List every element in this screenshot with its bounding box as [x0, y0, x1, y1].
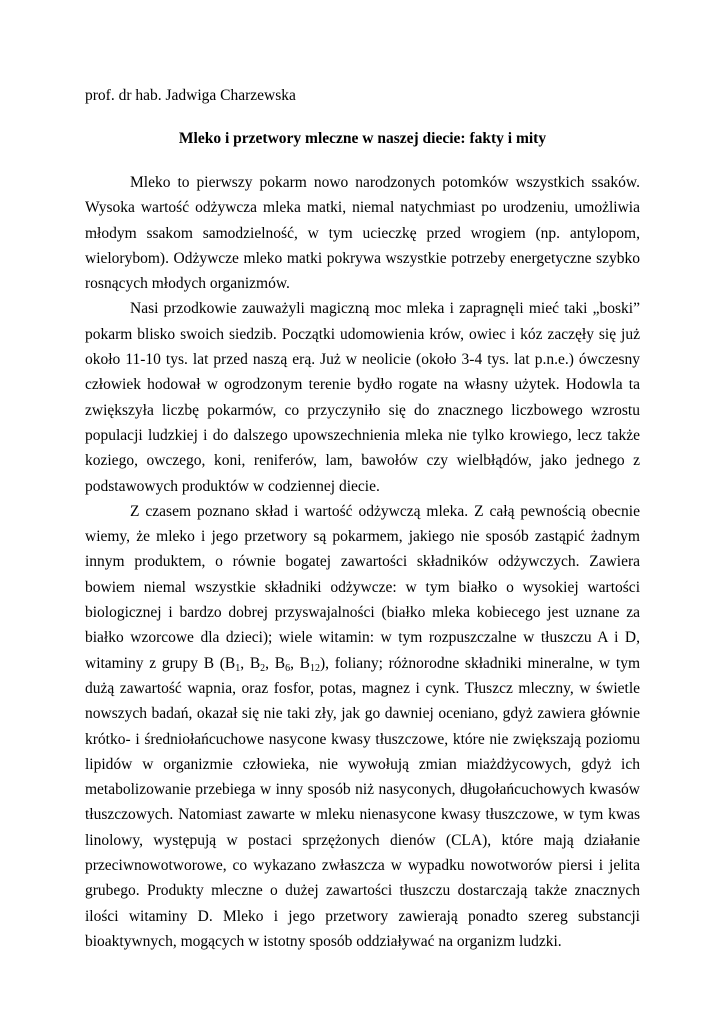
author-line: prof. dr hab. Jadwiga Charzewska: [85, 87, 296, 104]
paragraph-3: [85, 499, 640, 954]
paragraph-2: Nasi przodkowie zauważyli magiczną moc mleka i zapragnęli mieć taki „boski” pokarm blisko swoich siedzib. Początki udomowienia krów, owiec i kóz zaczęły się już około 11-10 tys. lat przed naszą erą. Już w neolicie (około 3-4 tys. lat p.n.e.) ówczesny człowiek hodował w ogrodzonym terenie bydło rogate na własny użytek. Hodowla ta zwiększyła liczbę pokarmów, co przyczyniło się do znacznego liczbowego wzrostu populacji ludzkiej i do dalszego upowszechnienia mleka nie tylko krowiego, lecz także koziego, owczego, koni, reniferów, lam, bawołów czy wielbłądów, jako jednego z podstawowych produktów w codziennej diecie.: [85, 300, 640, 495]
document-body: [85, 170, 640, 954]
paragraph-1: Mleko to pierwszy pokarm nowo narodzonych potomków wszystkich ssaków. Wysoka wartość odżywcza mleka matki, niemal natychmiast po urodzeniu, umożliwia młodym ssakom samodzielność, w tym ucieczkę przed wrogiem (np. antylopom, wielorybom). Odżywcze mleko matki pokrywa wszystkie potrzeby energetyczne szybko rosnących młodych organizmów.: [85, 174, 640, 293]
vitamin-b12: $B_{12}$: [299, 654, 320, 674]
vitamin-b1: $B_1$,: [224, 654, 250, 674]
document-title: Mleko i przetwory mleczne w naszej diecie: fakty i mity: [178, 130, 547, 147]
vitamin-b6: $B_6$,: [274, 654, 300, 674]
paragraph-3-text-end: ), foliany; różnorodne składniki mineralne, w tym dużą zawartość wapnia, oraz fosfor, potas, magnez i cynk. Tłuszcz mleczny, w świetle nowszych badań, okazał się nie taki zły, jak go dawniej oceniano, gdyż zawiera głównie krótko- i średniołańcuchowe nasycone kwasy tłuszczowe, które nie zwiększają poziomu lipidów w organizmie człowieka, nie wywołują zmian miażdżycowych, gdyż ich metabolizowanie przebiega w inny sposób niż nasyconych, długołańcuchowych kwasów tłuszczowych. Natomiast zawarte w mleku nienasycone kwasy tłuszczowe, w tym kwas linolowy, występują w postaci sprzężonych dienów (CLA), które mają działanie przeciwnowotworowe, co wykazano zwłaszcza w wypadku nowotworów piersi i jelita grubego. Produkty mleczne o dużej zawartości tłuszczu dostarczają także znacznych ilości witaminy D. Mleko i jego przetwory zawierają ponadto szereg substancji bioaktywnych, mogących w istotny sposób oddziaływać na organizm ludzki.: [85, 654, 641, 950]
paragraph-3-text-start: Z czasem poznano skład i wartość odżywczą mleka. Z całą pewnością obecnie wiemy, że mleko i jego przetwory są pokarmem, jakiego nie sposób zastąpić żadnym innym produktem, o równie bogatej zawartości składników odżywczych. Zawiera bowiem niemal wszystkie składniki odżywcze: w tym białko o wysokiej wartości biologicznej i bardzo dobrej przyswajalności (białko mleka kobiecego jest uznane za białko wzorcowe dla dzieci); wiele witamin: w tym rozpuszczalne w tłuszczu A i D, witaminy z grupy B (: [85, 502, 640, 672]
vitamin-b2: $B_2$,: [249, 654, 275, 674]
